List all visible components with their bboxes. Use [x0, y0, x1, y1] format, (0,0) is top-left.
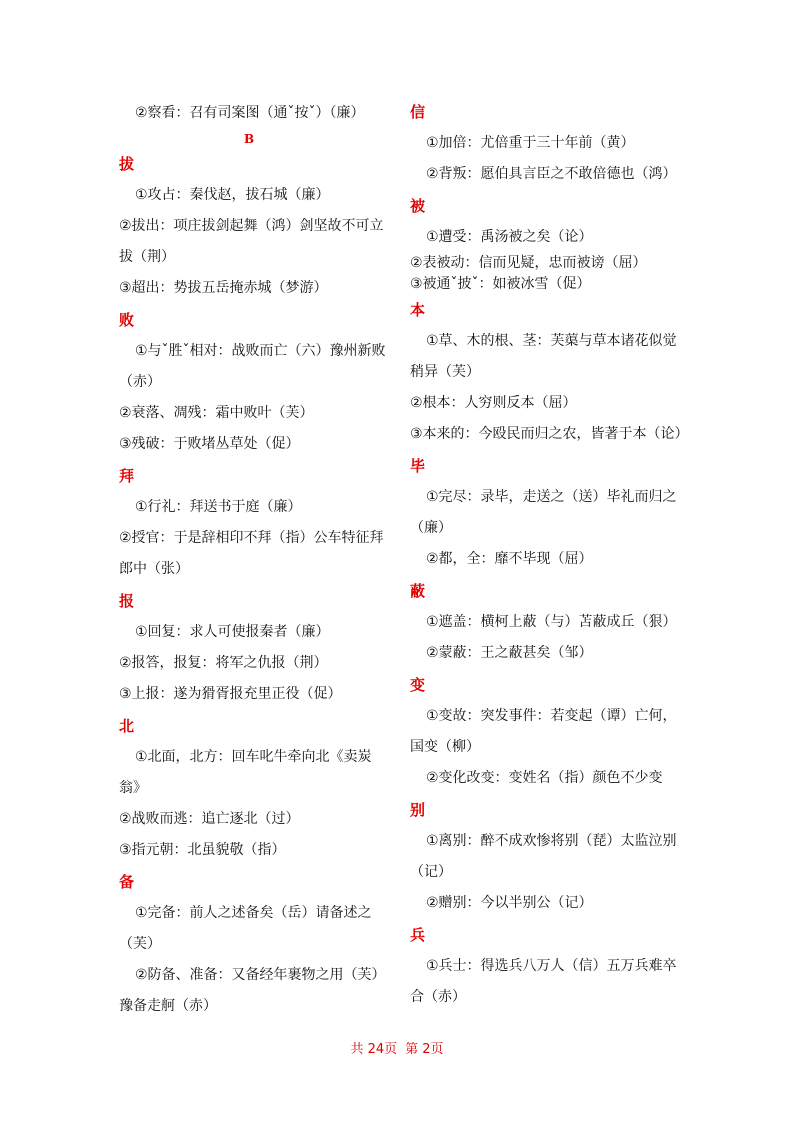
- headword: 蔽: [410, 582, 426, 600]
- definition-line: 翁》: [119, 780, 147, 796]
- headword: 变: [410, 676, 426, 694]
- section-letter: B: [244, 132, 255, 146]
- page-footer: [0, 1041, 794, 1059]
- definition-line: ①完尽：录毕，走送之（送）毕礼而归之: [426, 489, 677, 505]
- page-current: 第 2页: [405, 1042, 444, 1057]
- definition-line: ②防备、准备：又备经年裹物之用（芙）: [135, 967, 386, 983]
- definition-line: ②表被动：信而见疑，忠而被谤（屈）: [410, 255, 647, 271]
- definition-line: ①攻占：秦伐赵，拔石城（廉）: [135, 187, 330, 203]
- definition-line: 国变（柳）: [410, 739, 480, 755]
- definition-line: ②报答，报复：将军之仇报（荆）: [119, 655, 328, 671]
- definition-line: （赤）: [119, 374, 161, 390]
- definition-line: ③超出：势拔五岳掩赤城（梦游）: [119, 280, 328, 296]
- definition-line: ②根本：人穷则反本（屈）: [410, 395, 577, 411]
- definition-line: 豫备走舸（赤）: [119, 998, 217, 1014]
- definition-line: ③被通ˇ披ˇ：如被冰雪（促）: [410, 276, 591, 292]
- headword: 败: [119, 311, 135, 329]
- definition-line: ②授官：于是辞相印不拜（指）公车特征拜: [119, 530, 384, 546]
- definition-line: ①变故：突发事件：若变起（谭）亡何，: [426, 708, 677, 724]
- headword: 别: [410, 801, 426, 819]
- definition-line: ②变化改变：变姓名（指）颜色不少变: [426, 770, 663, 786]
- definition-line: 稍异（芙）: [410, 364, 480, 380]
- definition-line: ②衰落、凋残：霜中败叶（芙）: [119, 405, 314, 421]
- headword: 拜: [119, 467, 135, 485]
- definition-line: ①离别：醉不成欢惨将别（琵）太监泣别: [426, 833, 677, 849]
- definition-line: ①遭受：禹汤被之矣（论）: [426, 229, 593, 245]
- definition-line: ②蒙蔽：王之蔽甚矣（邹）: [426, 645, 593, 661]
- definition-line: （芙）: [119, 936, 161, 952]
- definition-line: ①行礼：拜送书于庭（廉）: [135, 499, 302, 515]
- definition-line: ②拔出：项庄拔剑起舞（鸿）剑坚故不可立: [119, 218, 384, 234]
- definition-line: ①兵士：得选兵八万人（信）五万兵难卒: [426, 958, 677, 974]
- definition-line: 拔（荆）: [119, 249, 175, 265]
- definition-line: ③残破：于败堵丛草处（促）: [119, 436, 300, 452]
- definition-line: ②战败而逃：追亡逐北（过）: [119, 811, 300, 827]
- definition-line: （记）: [410, 864, 452, 880]
- headword: 被: [410, 197, 426, 215]
- intro-line: ②察看：召有司案图（通ˇ按ˇ）（廉）: [135, 105, 365, 121]
- headword: 兵: [410, 926, 426, 944]
- definition-line: ③指元朝：北虽貌敬（指）: [119, 842, 286, 858]
- definition-line: ①加倍：尤倍重于三十年前（黄）: [426, 135, 635, 151]
- definition-line: ①完备：前人之述备矣（岳）请备述之: [135, 905, 372, 921]
- headword: 信: [410, 103, 426, 121]
- definition-line: ②都，全：靡不毕现（屈）: [426, 551, 593, 567]
- definition-line: ①草、木的根、茎：芙蕖与草本诸花似觉: [426, 333, 677, 349]
- definition-line: ①北面，北方：回车叱牛牵向北《卖炭: [135, 749, 372, 765]
- definition-line: 郎中（张）: [119, 561, 189, 577]
- definition-line: ③上报：遂为猾胥报充里正役（促）: [119, 686, 342, 702]
- headword: 备: [119, 873, 135, 891]
- definition-line: 合（赤）: [410, 989, 466, 1005]
- headword: 本: [410, 301, 426, 319]
- headword: 毕: [410, 457, 426, 475]
- definition-line: ③本来的：今殴民而归之农，皆著于本（论）: [410, 426, 689, 442]
- headword: 报: [119, 592, 135, 610]
- headword: 拔: [119, 155, 135, 173]
- definition-line: ②背叛：愿伯具言臣之不敢倍德也（鸿）: [426, 166, 677, 182]
- definition-line: ①与ˇ胜ˇ相对：战败而亡（六）豫州新败: [135, 343, 386, 359]
- definition-line: ①遮盖：横柯上蔽（与）苫蔽成丘（狠）: [426, 614, 677, 630]
- definition-line: （廉）: [410, 520, 452, 536]
- page-total: 共 24页: [350, 1042, 398, 1057]
- headword: 北: [119, 717, 135, 735]
- definition-line: ②赠别：今以半别公（记）: [426, 895, 593, 911]
- definition-line: ①回复：求人可使报秦者（廉）: [135, 624, 330, 640]
